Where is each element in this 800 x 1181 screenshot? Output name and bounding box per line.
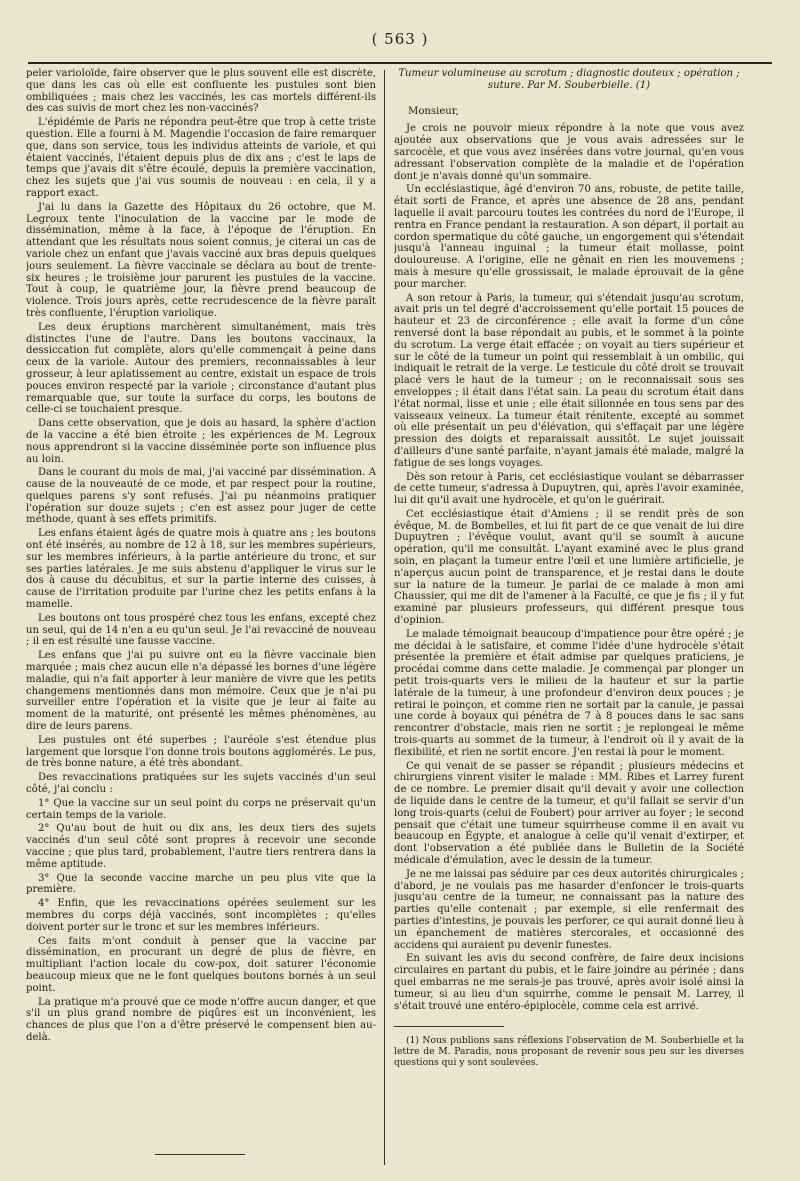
paragraph: Le malade témoignait beaucoup d'impatience pour être opéré ; je me décidai à le satisfaire, et comme l'idée d'une hydrocèle s'était présentée la première et était admise par quelques praticiens, je procédai comme dans cette maladie. Je commençai par plonger un petit trois-quarts vers le milieu de la hauteur et sur la partie latérale de la tumeur, à une profondeur d'environ deux pouces ; je retirai le poinçon, et comme rien ne sortait par la canule, je passai une corde à boyaux qui pénétra de 7 à 8 pouces dans le sac sans rencontrer d'obstacle, mais rien ne sortit ; je replongeai le même trois-quarts au sommet de la tumeur, à l'endroit où il y avait de la flexibilité, et rien ne sortit encore. J'en restai là pour le moment. <box>394 628 744 758</box>
header-rule <box>28 62 772 64</box>
paragraph: Un ecclésiastique, âgé d'environ 70 ans, robuste, de petite taille, était sorti de France, et après une absence de 28 ans, pendant laquelle il avait parcouru toutes les contrées du nord de l'Europe, il rentra en France pendant la restauration. A son départ, il portait au cordon spermatique du côté gauche, un engorgement qui s'étendait jusqu'à l'anneau inguinal ; la tumeur était mollasse, point douloureuse. A l'origine, elle ne gênait en rien les mouvemens ; mais à mesure qu'elle grossissait, le malade éprouvait de la gêne pour marcher. <box>394 184 744 290</box>
paragraph: Je ne me laissai pas séduire par ces deux autorités chirurgicales ; d'abord, je ne voulais pas me hasarder d'enfoncer le trois-quarts jusqu'au centre de la tumeur, ne connaissant pas la nature des parties qu'elle contenait ; par exemple, si elle renfermait des parties d'intestins, je pouvais les perforer, ce qui aurait donné lieu à un épanchement de matières stercorales, et occasionné des accidens qui auraient pu devenir funestes. <box>394 868 744 951</box>
paragraph: Ces faits m'ont conduit à penser que la vaccine par dissémination, en procurant un degré de plus de fièvre, en multipliant l'action locale du cow-pox, doit saturer l'économie beaucoup mieux que ne le font quelques boutons bornés à un seul point. <box>26 935 376 994</box>
paragraph: Dans le courant du mois de mai, j'ai vacciné par dissémination. A cause de la nouveauté de ce mode, et par respect pour la routine, quelques parens s'y sont refusés. J'ai pu néanmoins pratiquer l'opération sur douze sujets ; c'en est assez pour juger de cette méthode, quant à ses effets primitifs. <box>26 467 376 526</box>
paragraph: 3° Que la seconde vaccine marche un peu plus vite que la première. <box>26 872 376 896</box>
paragraph: Je crois ne pouvoir mieux répondre à la note que vous avez ajoutée aux observations que je vous avais adressées sur le sarcocèle, et que vous avez insérées dans votre journal, qu'en vous adressant l'observation complète de la maladie et de l'opération dont je n'avais donné qu'un sommaire. <box>394 123 744 182</box>
paragraph: Dès son retour à Paris, cet ecclésiastique voulant se débarrasser de cette tumeur, s'adressa à Dupuytren, qui, après l'avoir examinée, lui dit qu'il avait une hydrocèle, et qu'on le guérirait. <box>394 471 744 507</box>
page-number: ( 563 ) <box>371 30 429 48</box>
paragraph: J'ai lu dans la Gazette des Hôpitaux du 26 octobre, que M. Legroux tente l'inoculation de la vaccine par le mode de dissémination, même à la face, à l'époque de l'éruption. En attendant que les résultats nous soient connus, je citerai un cas de variole chez un enfant que j'avais vacciné aux bras depuis quelques jours seulement. La fièvre vaccinale se déclara au bout de trente-six heures ; le troisième jour parurent les pustules de la vaccine. Tout à coup, le quatrième jour, la fièvre prend beaucoup de violence. Trois jours après, cette recrudescence de la fièvre paraît très confluente, l'éruption variolique. <box>26 201 376 319</box>
paragraph: 4° Enfin, que les revaccinations opérées seulement sur les membres du corps déjà vaccinés, sont incomplètes ; qu'elles doivent porter sur le tronc et sur les membres inférieurs. <box>26 898 376 933</box>
paragraph: En suivant les avis du second confrère, de faire deux incisions circulaires en partant du pubis, et le faire joindre au périnée ; dans quel embarras ne me serais-je pas trouvé, après avoir isolé ainsi la tumeur, si au lieu d'un squirrhe, comme le pensait M. Larrey, il s'était trouvé une entéro-épiplocèle, comme cela est arrivé. <box>394 953 744 1012</box>
right-column <box>394 68 744 1166</box>
paragraph: Les enfans étaient âgés de quatre mois à quatre ans ; les boutons ont été insérés, au nombre de 12 à 18, sur les membres supérieurs, sur les membres inférieurs, à la partie antérieure du tronc, et sur ses parties latérales. Je me suis abstenu d'appliquer le virus sur le dos à cause du décubitus, et sur la partie interne des cuisses, à cause de l'irritation produite par l'urine chez les petits enfans à la mamelle. <box>26 528 376 611</box>
paragraph: Ce qui venait de se passer se répandit ; plusieurs médecins et chirurgiens vinrent visiter le malade : MM. Ribes et Larrey furent de ce nombre. Le premier disait qu'il devait y avoir une collection de liquide dans le centre de la tumeur, et qu'il fallait se servir d'un long trois-quarts (celui de Foubert) pour arriver au foyer ; le second pensait que c'était une tumeur squirrheuse comme il en avait vu beaucoup en Égypte, et analogue à celle qu'il venait d'extirper, et dont l'observation a été publiée dans le Bulletin de la Société médicale d'émulation, avec le dessin de la tumeur. <box>394 760 744 866</box>
paragraph: Les boutons ont tous prospéré chez tous les enfans, excepté chez un seul, qui de 14 n'en a eu qu'un seul. Je l'ai revacciné de nouveau ; il en est résulté une fausse vaccine. <box>26 612 376 648</box>
column-divider <box>384 70 385 1165</box>
footnote-rule <box>394 1026 504 1027</box>
paragraph: La pratique m'a prouvé que ce mode n'offre aucun danger, et que s'il un plus grand nombre de piqûres est un inconvénient, les chances de plus que l'on a d'être préservé le compensent bien au-delà. <box>26 996 376 1043</box>
paragraph: Les deux éruptions marchèrent simultanément, mais très distinctes l'une de l'autre. Dans les boutons vaccinaux, la dessiccation fut complète, alors qu'elle commençait à peine dans ceux de la variole. Autour des premiers, reconnaissables à leur grosseur, à leur aplatissement au centre, existait un espace de trois pouces environ respecté par la variole ; circonstance d'autant plus remarquable que, sur toute la surface du corps, les boutons de celle-ci se touchaient presque. <box>26 321 376 416</box>
paragraph: 2° Qu'au bout de huit ou dix ans, les deux tiers des sujets vaccinés d'un seul côté sont propres à recevoir une seconde vaccine ; que plus tard, probablement, l'autre tiers rentrera dans la même aptitude. <box>26 823 376 870</box>
greeting: Monsieur, <box>408 105 459 117</box>
paragraph: Les pustules ont été superbes ; l'auréole s'est étendue plus largement que lorsque l'on donne trois boutons agglomérés. Le pus, de très bonne nature, a été très abondant. <box>26 734 376 770</box>
paragraph: Dans cette observation, que je dois au hasard, la sphère d'action de la vaccine a été bien étroite ; les expériences de M. Legroux nous apprendront si la vaccine disséminée porte son influence plus au loin. <box>26 418 376 465</box>
paragraph: Cet ecclésiastique était d'Amiens ; il se rendit près de son évêque, M. de Bombelles, et lui fit part de ce que venait de lui dire Dupuytren ; l'évêque voulut, avant qu'il se soumît à aucune opération, qu'il me consultât. L'ayant examiné avec le plus grand soin, en plaçant la tumeur entre l'œil et une lumière artificielle, je n'aperçus aucun point de transparence, et je restai dans le doute sur la nature de la tumeur. Je parlai de ce malade à mon ami Chaussier, qui me dit de l'amener à la Faculté, ce que je fis ; il y fut examiné par plusieurs professeurs, qui différent presque tous d'opinion. <box>394 508 744 627</box>
left-column <box>26 68 376 1166</box>
paragraph: A son retour à Paris, la tumeur, qui s'étendait jusqu'au scrotum, avait pris un tel degré d'accroissement qu'elle portait 15 pouces de hauteur et 23 de circonférence ; elle avait la forme d'un cône renversé dont la base répondait au pubis, et le sommet à la pointe du scrotum. La verge était effacée ; on voyait au tiers supérieur et sur le côté de la tumeur un point qui ressemblait à un ombilic, qui indiquait le retrait de la verge. Le testicule du côté droit se trouvait placé vers le haut de la tumeur ; on le reconnaissait sous ses enveloppes ; il était dans l'état sain. La peau du scrotum était dans l'état normal, lisse et unie ; elle était sillonnée en tous sens par des vaisseaux veineux. La tumeur était rénitente, excepté au sommet où elle présentait un peu d'élévation, qui s'effaçait par une légère pression des doigts et reparaissait aussitôt. Le sujet jouissait d'ailleurs d'une santé parfaite, n'ayant jamais été malade, malgré la fatigue de ses longs voyages. <box>394 292 744 469</box>
paragraph: Les enfans que j'ai pu suivre ont eu la fièvre vaccinale bien marquée ; mais chez aucun elle n'a dépassé les bornes d'une légère maladie, qui n'a fait apporter à leur manière de vivre que les petits changemens mentionnés dans mon mémoire. Ceux que je n'ai pu surveiller entre l'opération et la visite que je leur ai faite au moment de la maturité, ont présenté les mêmes phénomènes, au dire de leurs parens. <box>26 650 376 733</box>
paragraph: 1° Que la vaccine sur un seul point du corps ne préservait qu'un certain temps de la variole. <box>26 797 376 821</box>
article-heading: Tumeur volumineuse au scrotum ; diagnostic douteux ; opération ; suture. Par M. Souberbielle. (1) <box>398 68 740 91</box>
paragraph: peler varioloïde, faire observer que le plus souvent elle est discrète, que dans les cas où elle est confluente les pustules sont bien ombiliquées ; mais chez les vaccinés, les cas mortels différent-ils des cas suivis de mort chez les non-vaccinés? <box>26 68 376 115</box>
paragraph: Des revaccinations pratiquées sur les sujets vaccinés d'un seul côté, j'ai conclu : <box>26 772 376 796</box>
footnote: (1) Nous publions sans réflexions l'observation de M. Souberbielle et la lettre de M. Paradis, nous proposant de revenir sous peu sur les diverses questions qui y sont soulevées. <box>394 1035 744 1069</box>
paragraph: L'épidémie de Paris ne répondra peut-être que trop à cette triste question. Elle a fourni à M. Magendie l'occasion de faire remarquer que, dans son service, tous les individus atteints de variole, et qui étaient vaccinés, l'étaient depuis plus de dix ans ; c'est le laps de temps que j'avais dit s'être écoulé, depuis la première vaccination, chez les sujets que j'ai vus soumis de nouveau : en cela, il y a rapport exact. <box>26 117 376 199</box>
